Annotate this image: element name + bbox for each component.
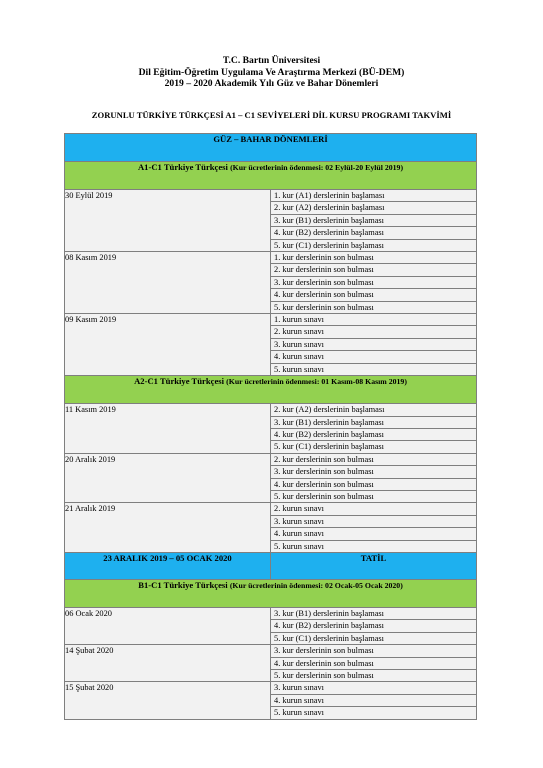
schedule-row <box>65 682 477 719</box>
section-payment: (Kur ücretlerinin ödenmesi: 01 Kasım-08 Kasım 2019) <box>226 377 407 387</box>
schedule-item: 5. kur (C1) derslerinin başlaması <box>274 240 385 250</box>
schedule-row <box>65 607 477 644</box>
schedule-item: 4. kur derslerinin son bulması <box>271 658 476 670</box>
schedule-item: 4. kur derslerinin son bulması <box>271 479 476 491</box>
schedule-row <box>65 314 477 376</box>
course-calendar-table <box>64 133 477 720</box>
schedule-item: 5. kurun sınavı <box>274 364 325 374</box>
schedule-row <box>65 453 477 503</box>
schedule-item: 3. kur (B1) derslerinin başlaması <box>271 215 476 227</box>
schedule-item: 5. kur derslerinin son bulması <box>274 491 374 501</box>
document-header <box>0 55 543 90</box>
schedule-date <box>65 314 271 376</box>
date-text: 21 Aralık 2019 <box>65 504 116 514</box>
section-header-row <box>65 376 477 404</box>
section-payment: (Kur ücretlerinin ödenmesi: 02 Eylül-20 Eylül 2019) <box>230 163 404 172</box>
schedule-item: 2. kur (A2) derslerinin başlaması <box>271 404 476 416</box>
schedule-item: 3. kur derslerinin son bulması <box>271 645 476 657</box>
semester-title: GÜZ – BAHAR DÖNEMLERİ <box>65 134 477 162</box>
schedule-item: 5. kur derslerinin son bulması <box>274 302 374 312</box>
schedule-item: 2. kurun sınavı <box>271 326 476 338</box>
date-text: 20 Aralık 2019 <box>65 454 116 464</box>
schedule-item: 4. kur (B2) derslerinin başlaması <box>271 620 476 632</box>
schedule-item: 4. kurun sınavı <box>271 695 476 707</box>
academic-year: 2019 – 2020 Akademik Yılı Güz ve Bahar Dönemleri <box>164 78 379 89</box>
schedule-item: 4. kurun sınavı <box>271 351 476 363</box>
schedule-date <box>65 645 271 682</box>
schedule-date <box>65 404 271 454</box>
schedule-row <box>65 190 477 252</box>
schedule-date <box>65 607 271 644</box>
schedule-row <box>65 404 477 454</box>
schedule-item: 4. kur derslerinin son bulması <box>271 289 476 301</box>
schedule-item: 1. kur (A1) derslerinin başlaması <box>271 190 476 202</box>
schedule-item: 1. kur derslerinin son bulması <box>271 252 476 264</box>
section-header-row <box>65 579 477 607</box>
date-text: 11 Kasım 2019 <box>65 405 116 415</box>
date-text: 06 Ocak 2020 <box>65 608 112 618</box>
date-text: 15 Şubat 2020 <box>65 683 114 693</box>
schedule-row <box>65 645 477 682</box>
schedule-items <box>271 453 477 503</box>
holiday-row <box>65 552 477 579</box>
center-name: Dil Eğitim-Öğretim Uygulama Ve Araştırma Merkezi (BÜ-DEM) <box>138 66 405 78</box>
schedule-item: 3. kurun sınavı <box>271 339 476 351</box>
schedule-item: 2. kur (A2) derslerinin başlaması <box>271 202 476 214</box>
date-text: 14 Şubat 2020 <box>65 646 114 656</box>
schedule-item: 5. kur (C1) derslerinin başlaması <box>274 633 385 643</box>
schedule-item: 2. kurun sınavı <box>271 503 476 515</box>
schedule-date <box>65 453 271 503</box>
schedule-items <box>271 682 477 719</box>
section-header <box>65 579 477 607</box>
schedule-items <box>271 190 477 252</box>
schedule-item: 3. kurun sınavı <box>271 516 476 528</box>
document-subtitle: ZORUNLU TÜRKİYE TÜRKÇESİ A1 – C1 SEVİYELERİ DİL KURSU PROGRAMI TAKVİMİ <box>91 110 452 120</box>
schedule-item: 5. kurun sınavı <box>274 541 325 551</box>
schedule-item: 2. kur derslerinin son bulması <box>271 454 476 466</box>
schedule-row <box>65 252 477 314</box>
date-text: 08 Kasım 2019 <box>65 253 117 263</box>
schedule-date <box>65 252 271 314</box>
date-text: 30 Eylül 2019 <box>65 191 113 200</box>
schedule-date <box>65 190 271 252</box>
section-title: B1-C1 Türkiye Türkçesi <box>138 579 228 590</box>
schedule-item: 5. kur (C1) derslerinin başlaması <box>274 442 385 452</box>
schedule-item: 3. kur (B1) derslerinin başlaması <box>271 417 476 429</box>
date-text: 09 Kasım 2019 <box>65 315 117 325</box>
section-header <box>65 376 477 404</box>
schedule-items <box>271 252 477 314</box>
schedule-item: 3. kur (B1) derslerinin başlaması <box>271 608 476 620</box>
section-header-row <box>65 162 477 190</box>
section-payment: (Kur ücretlerinin ödenmesi: 02 Ocak-05 Ocak 2020) <box>229 580 403 590</box>
schedule-item: 3. kur derslerinin son bulması <box>271 466 476 478</box>
schedule-date <box>65 682 271 719</box>
schedule-items <box>271 314 477 376</box>
schedule-item: 5. kurun sınavı <box>274 708 325 718</box>
schedule-row <box>65 503 477 553</box>
schedule-items <box>271 607 477 644</box>
schedule-item: 5. kur derslerinin son bulması <box>274 671 374 680</box>
section-title: A2-C1 Türkiye Türkçesi <box>134 376 225 387</box>
holiday-label: TATİL <box>271 552 477 579</box>
schedule-items <box>271 503 477 553</box>
schedule-items <box>271 404 477 454</box>
schedule-item: 4. kur (B2) derslerinin başlaması <box>271 227 476 239</box>
schedule-item: 3. kur derslerinin son bulması <box>271 277 476 289</box>
schedule-item: 4. kurun sınavı <box>271 528 476 540</box>
schedule-date <box>65 503 271 553</box>
section-title: A1-C1 Türkiye Türkçesi <box>137 162 228 172</box>
schedule-item: 4. kur (B2) derslerinin başlaması <box>271 429 476 441</box>
holiday-dates: 23 ARALIK 2019 – 05 OCAK 2020 <box>65 552 271 579</box>
schedule-item: 3. kurun sınavı <box>271 682 476 694</box>
university-name: T.C. Bartın Üniversitesi <box>222 55 321 66</box>
schedule-items <box>271 645 477 682</box>
schedule-item: 1. kurun sınavı <box>271 314 476 326</box>
section-header <box>65 162 477 190</box>
schedule-item: 2. kur derslerinin son bulması <box>271 264 476 276</box>
